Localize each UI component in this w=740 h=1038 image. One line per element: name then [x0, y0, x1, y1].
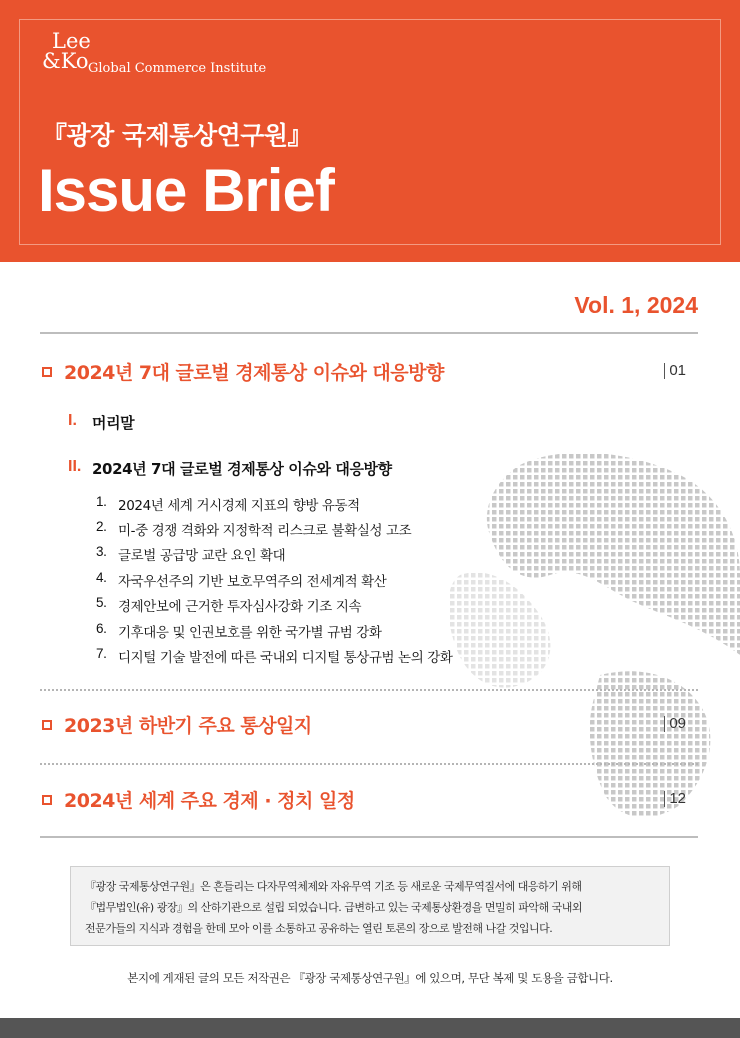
- logo-ko: &Ko: [42, 49, 89, 73]
- logo-institute: Global Commerce Institute: [88, 61, 267, 76]
- cover-header: [0, 0, 740, 262]
- section-divider: [40, 689, 698, 691]
- description-line: 『광장 국제통상연구원』은 흔들리는 다자무역체제와 자유무역 기조 등 새로운 국제무역질서에 대응하기 위해: [85, 880, 582, 893]
- subsection-number: I.: [68, 412, 77, 429]
- section-page: 09: [664, 716, 686, 732]
- footer-bar: [0, 1018, 740, 1038]
- top-divider: [40, 332, 698, 334]
- item-text: 디지털 기술 발전에 따른 국내외 디지털 통상규범 논의 강화: [118, 650, 453, 666]
- item-number: 7.: [96, 646, 107, 661]
- section-title: 2024년 세계 주요 경제 · 정치 일정: [64, 790, 355, 812]
- subsection-title: 머리말: [92, 414, 135, 432]
- item-number: 3.: [96, 544, 107, 559]
- item-text: 미-중 경쟁 격화와 지정학적 리스크로 불확실성 고조: [118, 523, 412, 539]
- section-page: 12: [664, 791, 686, 807]
- item-number: 6.: [96, 621, 107, 636]
- section-2[interactable]: [42, 711, 698, 741]
- item-number: 4.: [96, 570, 107, 585]
- section-1[interactable]: [42, 358, 698, 388]
- subsection-number: II.: [68, 458, 82, 475]
- item-text: 글로벌 공급망 교란 요인 확대: [118, 548, 286, 564]
- publication-title: Issue Brief: [38, 157, 334, 224]
- subsection-title: 2024년 7대 글로벌 경제통상 이슈와 대응방향: [92, 460, 392, 478]
- section-3[interactable]: [42, 786, 698, 816]
- description-line: 전문가들의 지식과 경험을 한데 모아 이를 소통하고 공유하는 열린 토론의 장으로 발전해 나갈 것입니다.: [85, 922, 553, 935]
- section-bullet: [42, 367, 52, 377]
- section-bullet: [42, 795, 52, 805]
- item-text: 기후대응 및 인권보호를 위한 국가별 규범 강화: [118, 625, 382, 641]
- bottom-divider: [40, 836, 698, 838]
- section-bullet: [42, 720, 52, 730]
- item-number: 5.: [96, 595, 107, 610]
- section-title: 2024년 7대 글로벌 경제통상 이슈와 대응방향: [64, 362, 444, 384]
- logo-lee: Lee: [52, 29, 91, 53]
- description-line: 『법무법인(유) 광장』의 산하기관으로 설립 되었습니다. 급변하고 있는 국제통상환경을 면밀히 파악해 국내외: [85, 901, 582, 914]
- item-number: 2.: [96, 519, 107, 534]
- item-text: 경제안보에 근거한 투자심사강화 기조 지속: [118, 599, 362, 615]
- volume-label: Vol. 1, 2024: [574, 292, 698, 318]
- item-number: 1.: [96, 494, 107, 509]
- globe-west-shape: [448, 572, 550, 687]
- globe-illustration: [400, 425, 740, 825]
- section-divider: [40, 763, 698, 765]
- section-title: 2023년 하반기 주요 통상일지: [64, 715, 312, 737]
- item-text: 2024년 세계 거시경제 지표의 향방 유동적: [118, 498, 360, 514]
- section-page: 01: [664, 363, 686, 379]
- institute-description-box: [70, 866, 670, 946]
- institute-name: 『광장 국제통상연구원』: [42, 121, 313, 150]
- copyright-notice: 본지에 게재된 글의 모든 저작권은 『광장 국제통상연구원』에 있으며, 무단 복제 및 도용을 금합니다.: [127, 971, 613, 985]
- item-text: 자국우선주의 기반 보호무역주의 전세계적 확산: [118, 574, 387, 590]
